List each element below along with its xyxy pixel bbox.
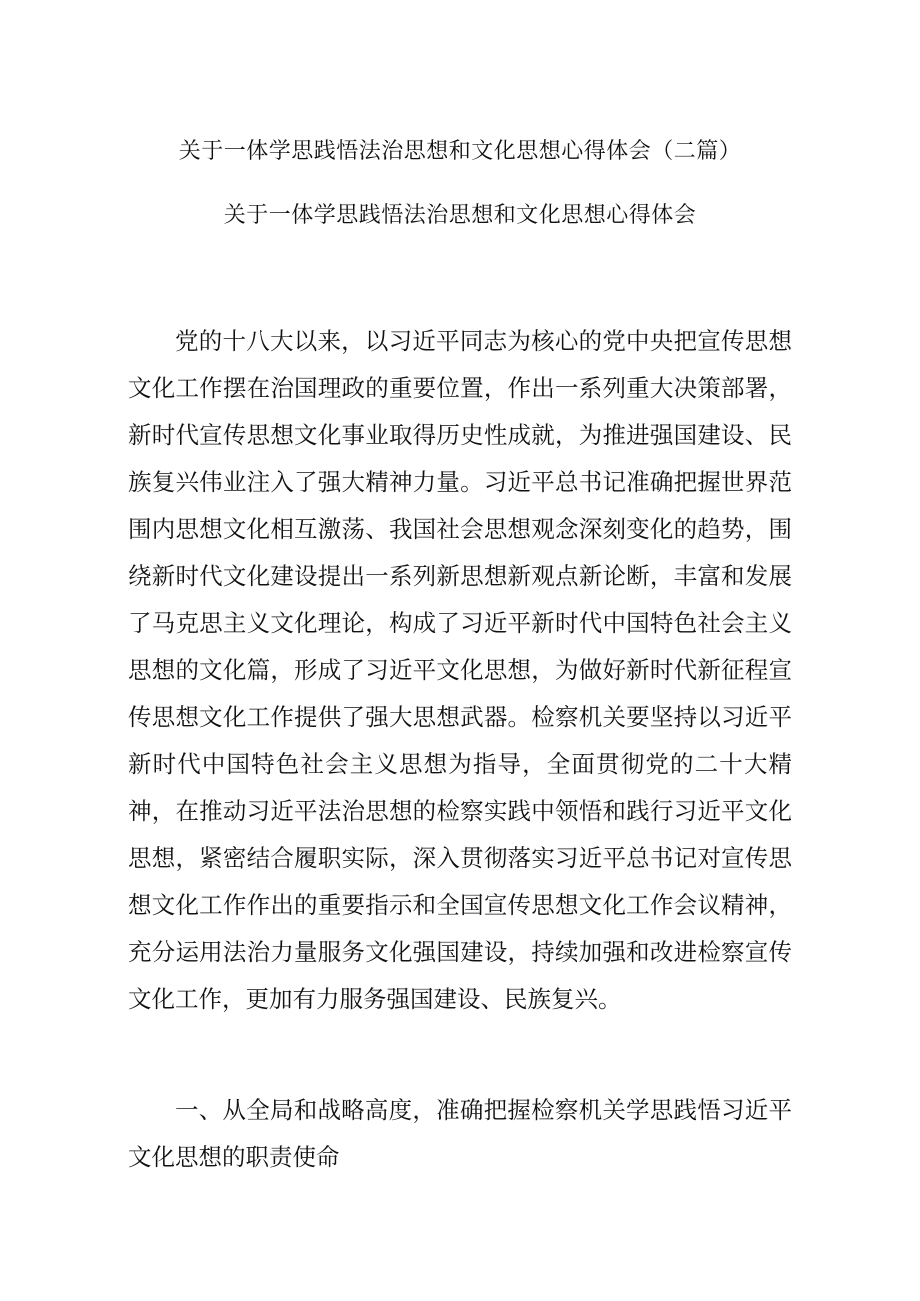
document-title: 关于一体学思践悟法治思想和文化思想心得体会（二篇） bbox=[178, 139, 742, 164]
section-heading: 一、从全局和战略高度，准确把握检察机关学思践悟习近平文化思想的职责使命 bbox=[128, 1096, 792, 1171]
document-subtitle: 关于一体学思践悟法治思想和文化思想心得体会 bbox=[223, 203, 697, 228]
body-paragraph: 党的十八大以来，以习近平同志为核心的党中央把宣传思想文化工作摆在治国理政的重要位置，作出一系列重大决策部署，新时代宣传思想文化事业取得历史性成就，为推进强国建设、民族复兴伟业注入了强大精神力量。习近平总书记准确把握世界范围内思想文化相互激荡、我国社会思想观念深刻变化的趋势，围绕新时代文化建设提出一系列新思想新观点新论断，丰富和发展了马克思主义文化理论，构成了习近平新时代中国特色社会主义思想的文化篇，形成了习近平文化思想，为做好新时代新征程宣传思想文化工作提供了强大思想武器。检察机关要坚持以习近平新时代中国特色社会主义思想为指导，全面贯彻党的二十大精神，在推动习近平法治思想的检察实践中领悟和践行习近平文化思想，紧密结合履职实际，深入贯彻落实习近平总书记对宣传思想文化工作作出的重要指示和全国宣传思想文化工作会议精神，充分运用法治力量服务文化强国建设，持续加强和改进检察宣传文化工作，更加有力服务强国建设、民族复兴。 bbox=[128, 327, 792, 1013]
